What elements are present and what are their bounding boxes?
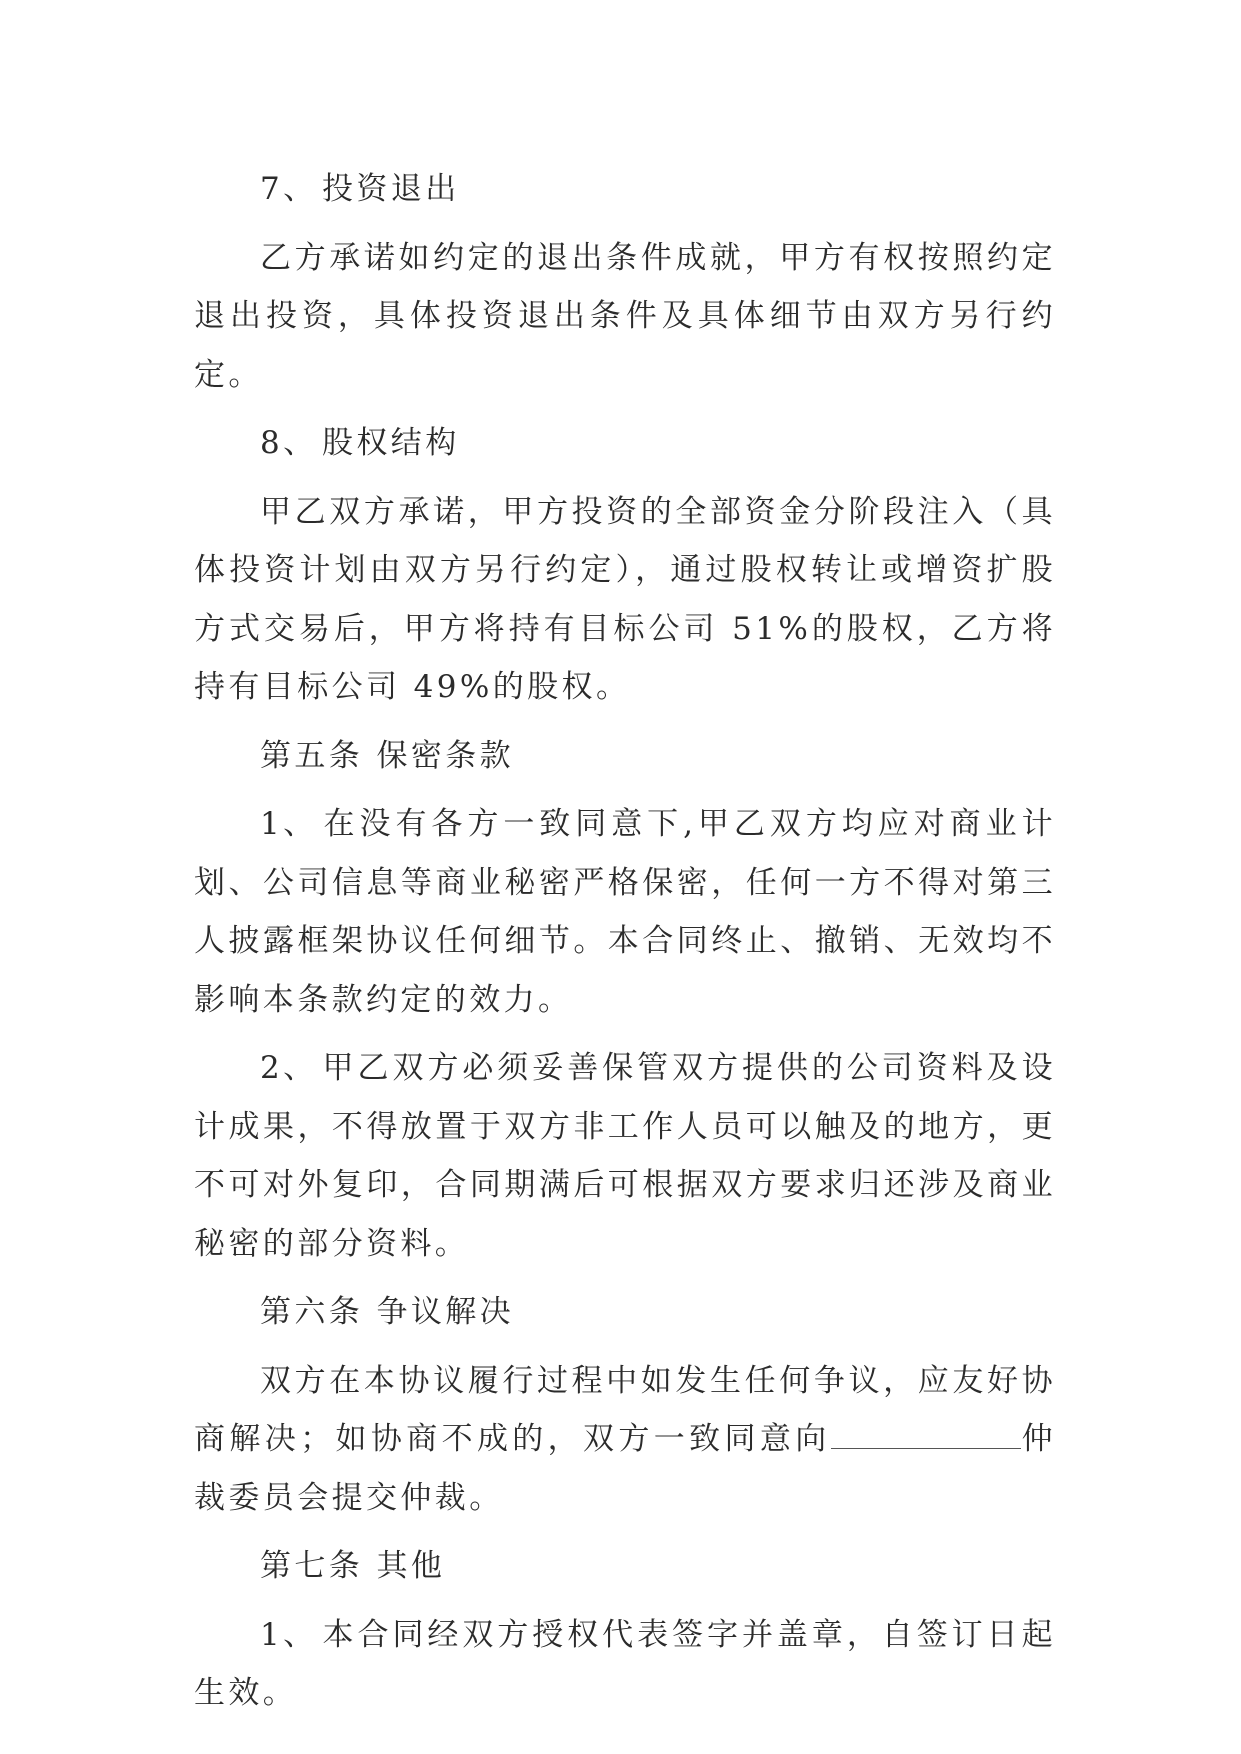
article-6-text-after: 仲裁委员会提交仲裁。 [194, 1421, 1056, 1516]
section-8-number: 8、 [260, 425, 318, 461]
section-7-number: 7、 [260, 171, 318, 207]
article-7-item-1 [194, 1606, 1056, 1723]
article-7-title: 第七条 其他 [260, 1548, 446, 1584]
arbitration-blank-line [831, 1418, 1021, 1449]
article-5-item-2 [194, 1039, 1056, 1273]
article-7-item-1-number: 1、 [260, 1616, 318, 1653]
article-6-title: 第六条 争议解决 [260, 1294, 515, 1330]
article-5-item-1 [194, 795, 1056, 1029]
section-7-title: 投资退出 [322, 171, 460, 207]
section-8-title: 股权结构 [322, 425, 460, 461]
article-5-item-2-number: 2、 [260, 1050, 318, 1086]
article-7-item-1-text: 本合同经双方授权代表签字并盖章，自签订日起生效。 [194, 1616, 1056, 1711]
article-6-text-before: 双方在本协议履行过程中如发生任何争议，应友好协商解决；如协商不成的，双方一致同意向 [194, 1362, 1056, 1457]
section-8-heading [194, 414, 1056, 473]
article-5-item-1-text: 在没有各方一致同意下,甲乙双方均应对商业计划、公司信息等商业秘密严格保密，任何一方不得对第三人披露框架协议任何细节。本合同终止、撤销、无效均不影响本条款约定的效力。 [194, 806, 1056, 1018]
document-body [194, 160, 1056, 1733]
section-8-body: 甲乙双方承诺，甲方投资的全部资金分阶段注入（具体投资计划由双方另行约定），通过股权转让或增资扩股方式交易后，甲方将持有目标公司 51%的股权，乙方将持有目标公司 49%的股权。 [194, 493, 1056, 705]
section-7-heading [194, 160, 1056, 219]
article-5-title: 第五条 保密条款 [260, 737, 515, 774]
article-5-item-1-number: 1、 [260, 806, 318, 842]
article-6-body [194, 1352, 1056, 1528]
section-7-body: 乙方承诺如约定的退出条件成就，甲方有权按照约定退出投资，具体投资退出条件及具体细节由双方另行约定。 [194, 239, 1056, 393]
article-5-item-2-text: 甲乙双方必须妥善保管双方提供的公司资料及设计成果，不得放置于双方非工作人员可以触及的地方，更不可对外复印，合同期满后可根据双方要求归还涉及商业秘密的部分资料。 [194, 1050, 1056, 1262]
